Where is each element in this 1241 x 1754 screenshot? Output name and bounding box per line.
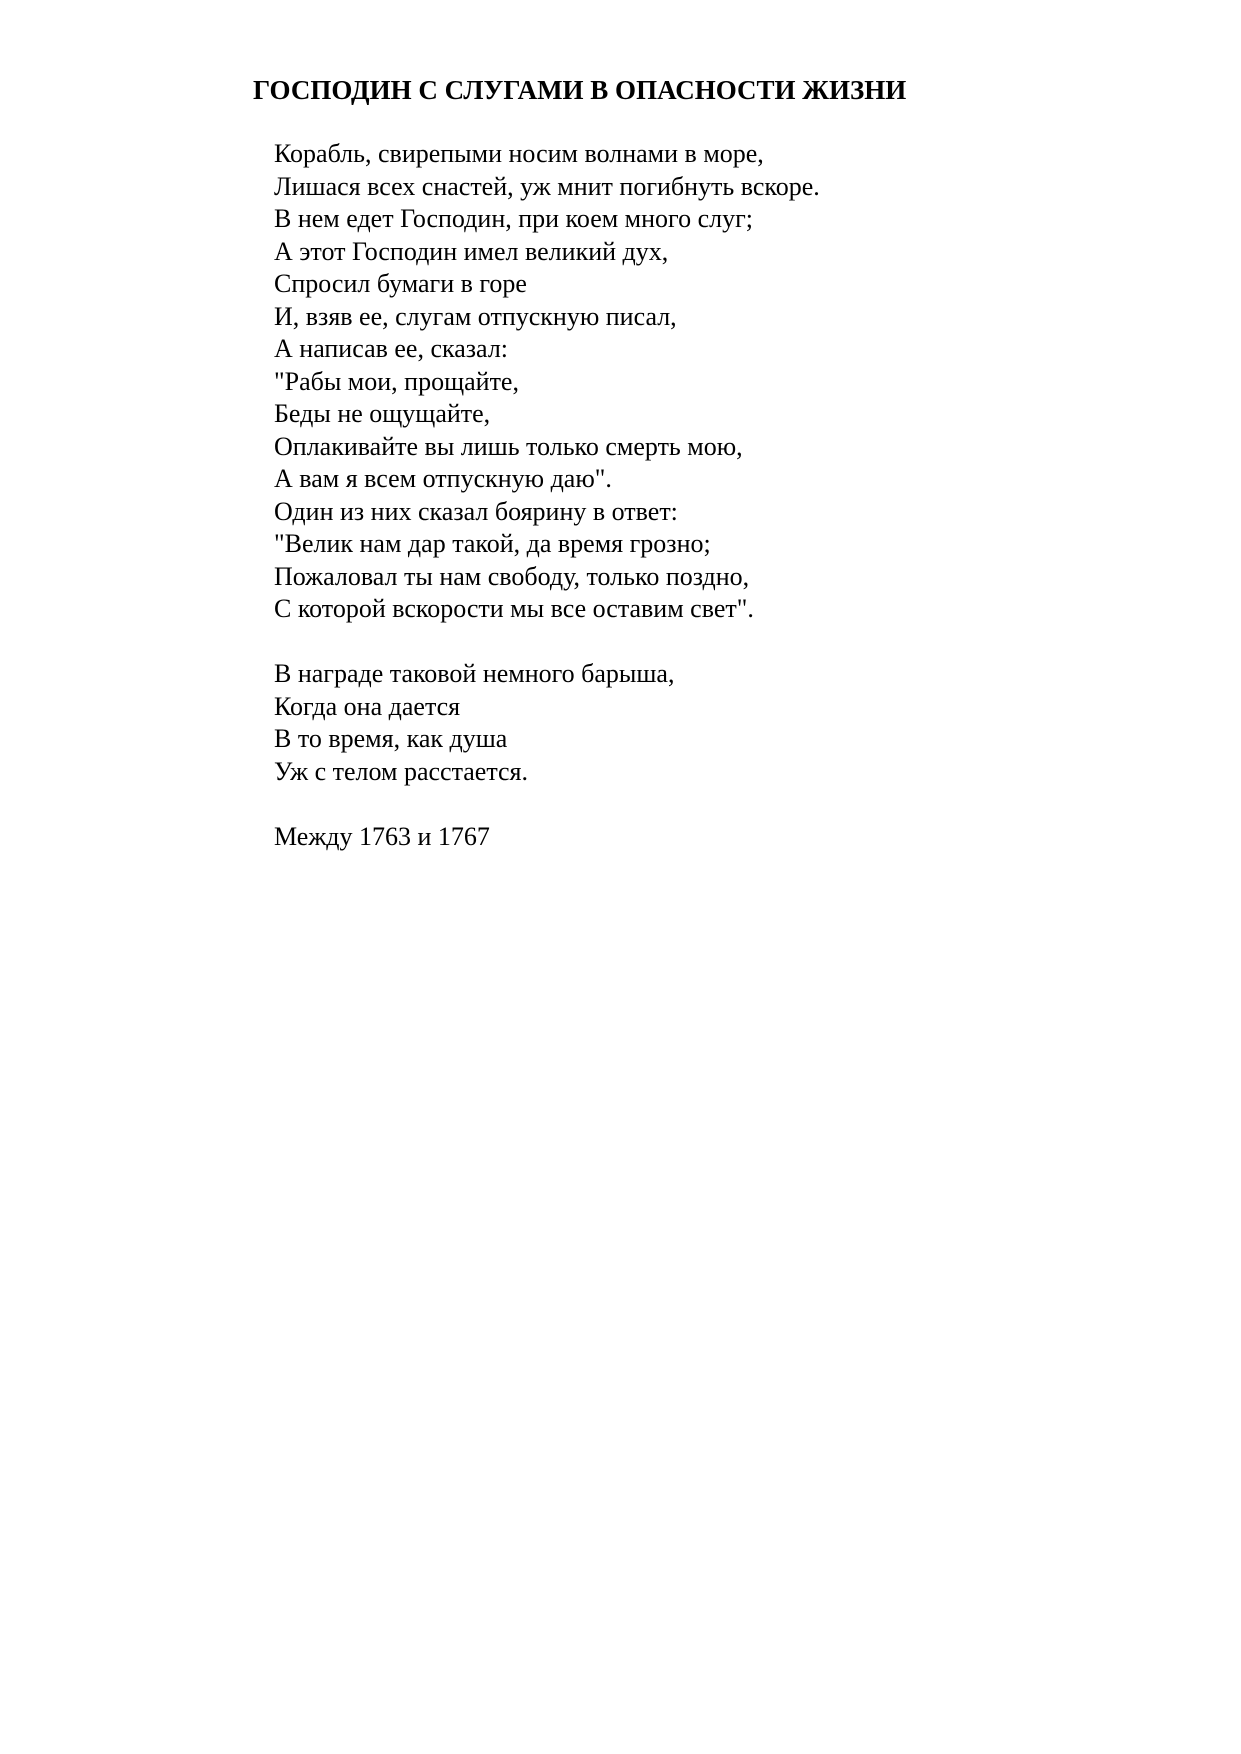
poem-line: Спросил бумаги в горе [274, 269, 527, 298]
poem-line: А этот Господин имел великий дух, [274, 236, 669, 266]
poem-line: А написав ее, сказал: [274, 334, 509, 363]
poem-line: Пожаловал ты нам свободу, только поздно, [274, 561, 750, 591]
poem-line: Беды не ощущайте, [274, 399, 491, 428]
poem-line: В нем едет Господин, при коем много слуг; [274, 204, 753, 233]
poem-title: ГОСПОДИН С СЛУГАМИ В ОПАСНОСТИ ЖИЗНИ [253, 75, 907, 105]
poem-line: Оплакивайте вы лишь только смерть мою, [274, 431, 743, 461]
poem-line: Когда она дается [274, 691, 461, 721]
poem-line: С которой вскорости мы все оставим свет". [274, 594, 754, 623]
poem-line: "Велик нам дар такой, да время грозно; [274, 529, 711, 558]
poem-line: А вам я всем отпускную даю". [274, 464, 612, 493]
stanza-2 [274, 658, 820, 788]
poem-line: Лишася всех снастей, уж мнит погибнуть вскоре. [274, 171, 820, 201]
poem-line: "Рабы мои, прощайте, [274, 366, 519, 396]
poem-line: Один из них сказал боярину в ответ: [274, 496, 678, 526]
poem-date: Между 1763 и 1767 [274, 821, 490, 851]
poem-line: В награде таковой немного барыша, [274, 659, 675, 688]
poem-line: Уж с телом расстается. [274, 756, 529, 786]
poem-line: И, взяв ее, слугам отпускную писал, [274, 301, 677, 331]
poem-body [274, 138, 820, 853]
poem-line: Корабль, свирепыми носим волнами в море, [274, 139, 764, 168]
poem-line: В то время, как душа [274, 724, 508, 753]
stanza-1 [274, 138, 820, 626]
